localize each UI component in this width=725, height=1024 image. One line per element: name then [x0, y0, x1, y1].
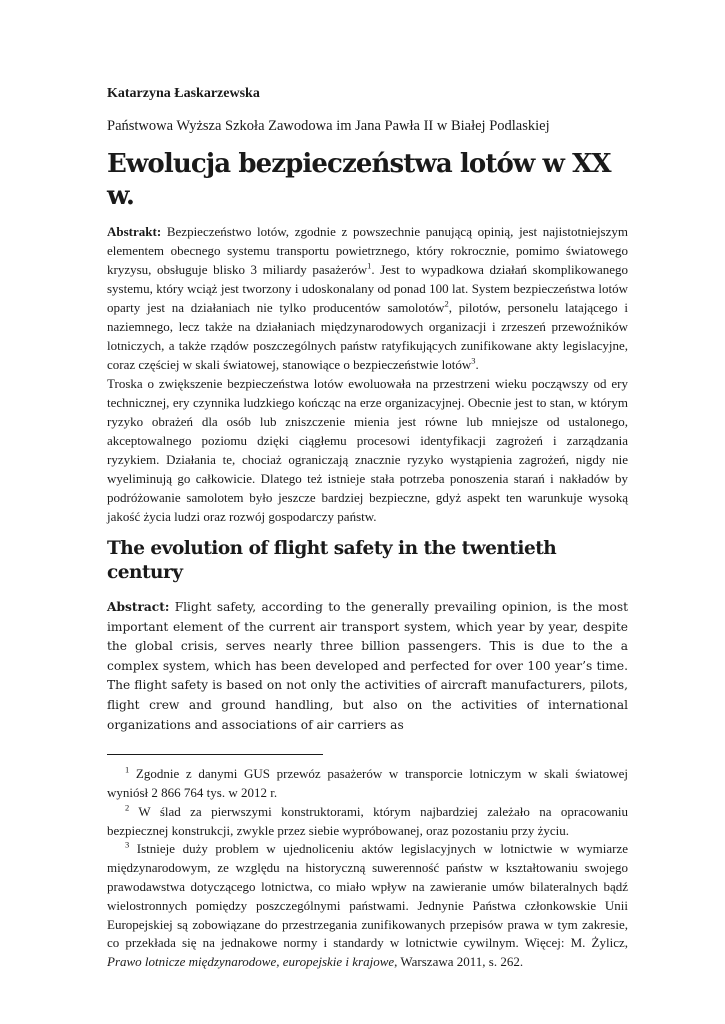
footnote-text: Zgodnie z danymi GUS przewóz pasażerów w transporcie lotniczym w skali światowej wyniósł 2 866 764 tys. w 2012 r.	[107, 766, 628, 800]
document-page	[107, 84, 628, 972]
footnote-ref-1[interactable]: 1	[367, 260, 372, 271]
abstract-pl-label: Abstrakt:	[107, 224, 162, 239]
footnote-1	[107, 765, 628, 803]
footnote-mark: 1	[125, 764, 130, 775]
footnote-text: Istnieje duży problem w ujednoliceniu aktów legislacyjnych w lotnictwie w wymiarze międzynarodowym, ze względu na historyczną suwerenność państw w kształtowaniu swojego prawodawstwa dotyczącego lotnictwa, co miało wpływ na zawieranie umów bilateralnych bądź wielostronnych pomiędzy poszczególnymi państwami. Jednynie Państwa członkowskie Unii Europejskiej są zobowiązane do przestrzegania zunifikowanych przepisów prawa w tym zakresie, co przekłada się na jednakowe normy i standardy w lotnictwie cywilnym. Więcej: M. Żylicz,	[107, 841, 629, 951]
footnote-ref-2[interactable]: 2	[444, 298, 449, 309]
abstract-pl-paragraph-2: Troska o zwiększenie bezpieczeństwa lotów ewoluowała na przestrzeni wieku począwszy od ery technicznej, ery czynnika ludzkiego kończąc na erze organizacyjnej. Obecnie jest to stan, w którym ryzyko obrażeń dla osób lub zniszczenie mienia jest równe lub mniejsze od ustalonego, akceptowalnego poziomu dzięki ciągłemu procesowi identyfikacji zagrożeń i zarządzania ryzykiem. Działania te, chociaż ograniczają znacznie ryzyko wystąpienia zagrożeń, nigdy nie wyeliminują go całkowicie. Dlatego też istnieje stała potrzeba ponoszenia starań i nakładów by podróżowanie samolotem było jeszcze bardziej bezpieczne, gdyż aspekt ten warunkuje wysoką jakość życia ludzi oraz rozwój gospodarczy państw.	[107, 376, 628, 524]
paper-title-en: The evolution of flight safety in the twentieth century	[107, 538, 557, 583]
footnote-text: W ślad za pierwszymi konstruktorami, którym najbardziej zależało na opracowaniu bezpiecznej konstrukcji, zwykle przez siebie wypróbowanej, oraz pozostaniu przy życiu.	[107, 803, 628, 838]
abstract-en-text: Flight safety, according to the generally prevailing opinion, is the most important element of the current air transport system, which year by year, despite the global crisis, serves nearly three billion passengers. This is due to the a complex system, which has been developed and perfected for over 100 year’s time. The flight safety is based on not only the activities of aircraft manufacturers, pilots, flight crew and ground handling, but also on the activities of international organizations and associations of air carriers as	[107, 600, 628, 732]
abstract-pl-text-b: . Jest to wypadkowa działań skomplikowanego systemu, który wciąż jest tworzony i udoskonalany od ponad 100 lat. System bezpieczeństwa lotów oparty jest na działaniach nie tylko producentów samolotów	[107, 262, 628, 315]
author-name: Katarzyna Łaskarzewska	[107, 86, 260, 101]
citation-tail: , Warszawa 2011, s. 262.	[394, 954, 524, 970]
footnote-3	[107, 840, 628, 972]
footnote-separator	[107, 754, 323, 755]
abstract-pl-text-c: , pilotów, personelu latającego i naziemnego, lecz także na działaniach międzynarodowych organizacji i zrzeszeń przewoźników lotniczych, a także rządów poszczególnych państw ratyfikujących zunifikowane akty legislacyjne, coraz częściej w skali światowej, stanowiące o bezpieczeństwie lotów	[107, 300, 629, 372]
footnote-mark: 3	[125, 840, 130, 851]
paper-title-pl: Ewolucja bezpieczeństwa lotów w XX w.	[107, 149, 611, 211]
citation-title: Prawo lotnicze międzynarodowe, europejskie i krajowe	[107, 954, 395, 970]
author-affiliation: Państwowa Wyższa Szkoła Zawodowa im Jana Pawła II w Białej Podlaskiej	[107, 118, 550, 134]
footnote-mark: 2	[125, 802, 130, 813]
abstract-en-paragraph	[107, 598, 628, 735]
abstract-pl-paragraph-1: Abstrakt: Bezpieczeństwo lotów, zgodnie z powszechnie panującą opinią, jest najistotniejszym elementem obecnego systemu transportu powietrznego, który rokrocznie, pomimo światowego kryzysu, obsługuje blisko 3 miliardy pasażerów$^1$. Jest to wypadkowa działań skomplikowanego systemu, który wciąż jest tworzony i udoskonalany od ponad 100 lat. System bezpieczeństwa lotów oparty jest na działaniach nie tylko producentów samolotów$^2$, pilotów, personelu latającego i naziemnego, lecz także na działaniach międzynarodowych organizacji i zrzeszeń przewoźników lotniczych, a także rządów poszczególnych państw ratyfikujących zunifikowane akty legislacyjne, coraz częściej w skali światowej, stanowiące o bezpieczeństwie lotów$^3$.	[107, 224, 629, 372]
abstract-pl-text-a: Bezpieczeństwo lotów, zgodnie z powszechnie panującą opinią, jest najistotniejszym elementem obecnego systemu transportu powietrznego, który rokrocznie, pomimo światowego kryzysu, obsługuje blisko 3 miliardy pasażerów	[107, 224, 629, 277]
footnote-ref-3[interactable]: 3	[471, 355, 476, 366]
footnote-2	[107, 803, 628, 841]
abstract-en-label: Abstract:	[107, 600, 170, 614]
